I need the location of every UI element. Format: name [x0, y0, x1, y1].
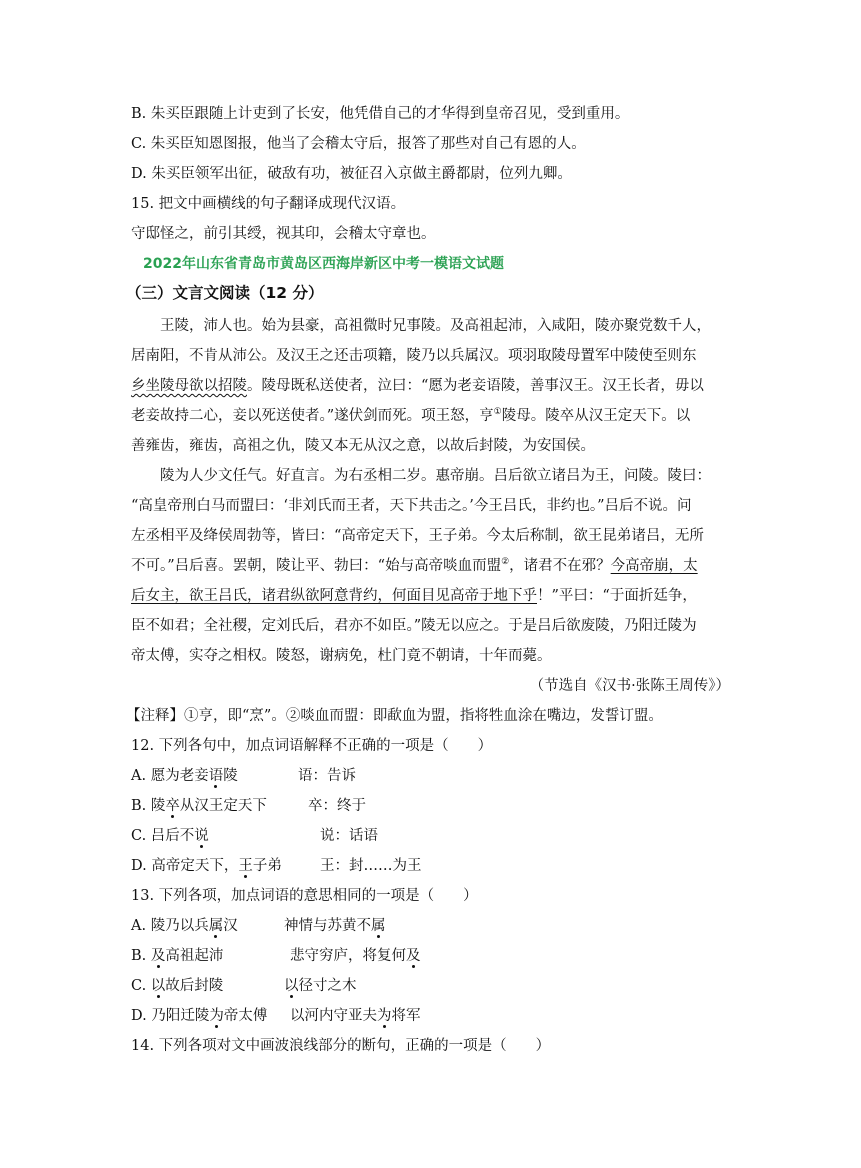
q13-compare-a: [284, 916, 386, 936]
dotted-word: 及: [150, 948, 166, 964]
annotation-notes: 【注释】①亨，即“烹”。②啖血而盟：即歃血为盟，指将牲血涂在嘴边，发誓订盟。: [126, 708, 663, 724]
option-text: 悲守穷庐，将复何: [290, 948, 406, 964]
passage-line: 臣不如君；全社稷，定刘氏后，君亦不如臣。”陵无以应之。于是吕后欲废陵，乃阳迁陵为: [131, 618, 697, 634]
option-text: 高祖起沛: [165, 948, 224, 964]
note-marker: ②: [501, 557, 510, 568]
option-text: 将军: [391, 1008, 421, 1024]
option-text: 陵: [223, 768, 238, 784]
option-text: 神情与苏黄不: [284, 918, 371, 934]
q12-gloss-d: 王：封……为王: [320, 858, 422, 874]
q12-prompt: 12. 下列各句中，加点词语解释不正确的一项是（ ）: [131, 738, 493, 754]
exam-title: 2022年山东省青岛市黄岛区西海岸新区中考一模语文试题: [143, 256, 504, 272]
passage-text: 陵母。陵卒从汉王定天下。以: [501, 408, 691, 424]
option-text: A. 陵乃以兵: [131, 918, 209, 934]
passage-line: 左丞相平及绛侯周勃等，皆曰：“高帝定天下，王子弟。今太后称制，欲王昆弟诸吕，无所: [131, 528, 704, 544]
dotted-word: 语: [208, 768, 224, 784]
option-text: 从汉王定天下: [179, 798, 267, 814]
q13-compare-d: [290, 1006, 421, 1026]
q13-option-c: [131, 976, 223, 996]
option-text: B.: [131, 948, 151, 964]
q14-prompt: 14. 下列各项对文中画波浪线部分的断句，正确的一项是（ ）: [131, 1038, 551, 1054]
q12-gloss-c: 说：话语: [320, 828, 378, 844]
option-text: B. 陵: [131, 798, 166, 814]
option-text: C. 吕后不: [131, 828, 195, 844]
dotted-word: 卒: [165, 798, 180, 814]
passage-text: 居南阳，不肯从沛公。及汉王之还击项籍，陵乃以兵属汉。项羽取陵母置军中陵使至则东: [131, 348, 697, 364]
q12-option-c: [131, 826, 209, 846]
dotted-word: 属: [371, 918, 386, 934]
q12-option-a: [131, 766, 238, 786]
option-text: 帝太傅: [223, 1008, 268, 1024]
passage-line: [131, 346, 697, 366]
passage-line: [131, 556, 698, 576]
dotted-word: 以: [150, 978, 166, 994]
underlined-sentence: 后女主，欲王吕氏，诸君纵欲阿意背约，何面目见高帝于地下乎: [131, 588, 537, 604]
option-text: C.: [131, 978, 151, 994]
q14-option-b: B. 朱买臣跟随上计吏到了长安，他凭借自己的才华得到皇帝召见，受到重用。: [131, 106, 630, 122]
option-text: D. 乃阳迁陵: [131, 1008, 210, 1024]
passage-line: 陵为人少文任气。好直言。为右丞相二岁。惠帝崩。吕后欲立诸吕为王，问陵。陵曰：: [160, 468, 711, 484]
passage-text: ，诸君不在邪？: [509, 558, 611, 574]
passage-line: [131, 376, 704, 396]
option-text: 径寸之木: [298, 978, 357, 994]
q13-option-a: [131, 916, 238, 936]
q13-prompt: 13. 下列各项，加点词语的意思相同的一项是（ ）: [131, 888, 478, 904]
q12-gloss-a: 语：告诉: [298, 768, 356, 784]
dotted-word: 属: [208, 918, 224, 934]
underlined-sentence: 今高帝崩，太: [610, 558, 698, 574]
note-marker: ①: [493, 407, 502, 418]
q12-gloss-b: 卒：终于: [308, 798, 366, 814]
option-text: 子弟: [252, 858, 282, 874]
wavy-underlined-text: 乡坐陵母欲以招陵: [131, 378, 247, 394]
option-text: D. 高帝定天下，: [131, 858, 239, 874]
passage-source: （节选自《汉书·张陈王周传》）: [529, 678, 730, 694]
q14-option-c: C. 朱买臣知恩图报，他当了会稽太守后，报答了那些对自己有恩的人。: [131, 136, 586, 152]
passage-line: 王陵，沛人也。始为县豪，高祖微时兄事陵。及高祖起沛，入咸阳，陵亦聚党数千人，: [160, 318, 711, 334]
dotted-word: 说: [194, 828, 209, 844]
q13-compare-b: [290, 946, 421, 966]
passage-text: ！”平曰：“于面折廷争，: [537, 588, 697, 604]
q13-compare-c: [284, 976, 357, 996]
passage-line: “高皇帝刑白马而盟曰：‘非刘氏而王者，天下共击之。’今王吕氏，非约也。”吕后不说。问: [131, 498, 692, 514]
q14-option-d: D. 朱买臣领军出征，破敌有功，被征召入京做主爵都尉，位列九卿。: [131, 166, 572, 182]
q13-option-b: [131, 946, 223, 966]
q12-option-b: [131, 796, 267, 816]
option-text: A. 愿为老妾: [131, 768, 209, 784]
dotted-word: 以: [284, 978, 299, 994]
passage-text: 老妾故持二心，妾以死送使者。”遂伏剑而死。项王怒，亨: [131, 408, 494, 424]
dotted-word: 为: [209, 1008, 224, 1024]
q13-option-d: [131, 1006, 267, 1026]
dotted-word: 王: [238, 858, 253, 874]
q15-sentence: 守邸怪之，前引其绶，视其印，会稽太守章也。: [131, 226, 436, 242]
option-text: 汉: [223, 918, 238, 934]
dotted-word: 及: [406, 948, 421, 964]
passage-line: 善雍齿，雍齿，高祖之仇，陵又本无从汉之意，以故后封陵，为安国侯。: [131, 438, 595, 454]
passage-text: 不可。”吕后喜。罢朝，陵让平、勃曰：“始与高帝啖血而盟: [131, 558, 502, 574]
passage-line: [131, 586, 697, 606]
option-text: 故后封陵: [165, 978, 224, 994]
passage-line: 帝太傅，实夺之相权。陵怒，谢病免，杜门竟不朝请，十年而薨。: [131, 648, 552, 664]
passage-text: 。陵母既私送使者，泣曰：“愿为老妾语陵，善事汉王。汉王长者，毋以: [247, 378, 704, 394]
section-title: （三）文言文阅读（12 分）: [126, 284, 324, 302]
q15-prompt: 15. 把文中画横线的句子翻译成现代汉语。: [131, 196, 406, 212]
q12-option-d: [131, 856, 282, 876]
passage-line: [131, 406, 690, 426]
dotted-word: 为: [377, 1008, 392, 1024]
option-text: 以河内守亚夫: [290, 1008, 377, 1024]
